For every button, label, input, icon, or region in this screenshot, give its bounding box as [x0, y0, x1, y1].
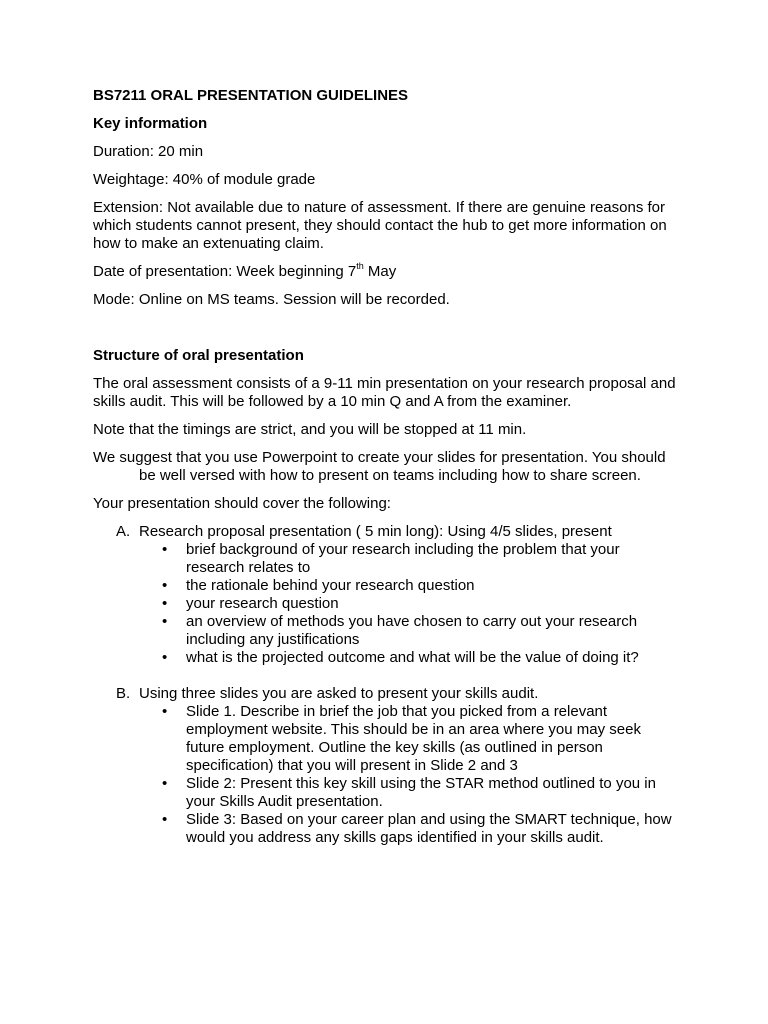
bullet-icon: • — [162, 595, 168, 612]
list-item — [162, 811, 678, 847]
date-prefix: Date of presentation: Week beginning 7 — [93, 263, 357, 280]
list-item — [162, 577, 678, 595]
section-b-letter: B. — [116, 685, 131, 702]
duration-text: Duration: 20 min — [93, 143, 204, 160]
list-item-text: an overview of methods you have chosen to carry out your research including any justifications — [186, 613, 638, 648]
weightage-text: Weightage: 40% of module grade — [93, 171, 316, 188]
date-text — [93, 263, 678, 281]
mode-text: Mode: Online on MS teams. Session will be recorded. — [93, 291, 450, 308]
extension-text: Extension: Not available due to nature of assessment. If there are genuine reasons for which students cannot present, they should contact the hub to get more information on how to make an extenuating claim. — [93, 199, 667, 252]
list-item-text: Slide 1. Describe in brief the job that you picked from a relevant employment website. This should be in an area where you may seek future employment. Outline the key skills (as outlined in person specification) that you will present in Slide 2 and 3 — [186, 703, 641, 774]
bullet-icon: • — [162, 541, 168, 558]
bullet-icon: • — [162, 775, 168, 792]
structure-paragraph-2: Note that the timings are strict, and you will be stopped at 11 min. — [93, 421, 527, 438]
list-item — [162, 649, 678, 667]
bullet-icon: • — [162, 577, 168, 594]
structure-paragraph-3: We suggest that you use Powerpoint to create your slides for presentation. You should be well versed with how to present on teams including how to share screen. — [93, 449, 666, 484]
list-item-text: Slide 2: Present this key skill using the STAR method outlined to you in your Skills Audit presentation. — [186, 775, 656, 810]
section-b-head — [93, 685, 678, 703]
structure-heading: Structure of oral presentation — [93, 347, 304, 364]
structure-paragraph-1: The oral assessment consists of a 9-11 min presentation on your research proposal and skills audit. This will be followed by a 10 min Q and A from the examiner. — [93, 375, 676, 410]
document-page — [93, 87, 678, 847]
list-item-text: what is the projected outcome and what will be the value of doing it? — [186, 649, 639, 666]
list-item-text: brief background of your research including the problem that your research relates to — [186, 541, 620, 576]
list-item — [162, 613, 678, 649]
section-b-text: Using three slides you are asked to present your skills audit. — [139, 685, 539, 702]
date-suffix: May — [363, 263, 397, 280]
list-item-text: your research question — [186, 595, 339, 612]
bullet-icon: • — [162, 649, 168, 666]
section-a-letter: A. — [116, 523, 131, 540]
list-item — [162, 775, 678, 811]
section-a-head — [93, 523, 678, 541]
section-a — [93, 523, 678, 667]
date-superscript: th — [356, 261, 364, 271]
bullet-icon: • — [162, 811, 168, 828]
section-b — [93, 685, 678, 847]
section-a-list — [93, 541, 678, 667]
section-a-text: Research proposal presentation ( 5 min long): Using 4/5 slides, present — [139, 523, 612, 540]
key-info-heading: Key information — [93, 115, 208, 132]
list-item-text: Slide 3: Based on your career plan and using the SMART technique, how would you address any skills gaps identified in your skills audit. — [186, 811, 672, 846]
document-title: BS7211 ORAL PRESENTATION GUIDELINES — [93, 87, 409, 104]
bullet-icon: • — [162, 613, 168, 630]
list-item — [162, 703, 678, 775]
bullet-icon: • — [162, 703, 168, 720]
list-item — [162, 595, 678, 613]
structure-paragraph-4: Your presentation should cover the following: — [93, 495, 391, 512]
section-b-list — [93, 703, 678, 847]
list-item-text: the rationale behind your research question — [186, 577, 475, 594]
list-item — [162, 541, 678, 577]
